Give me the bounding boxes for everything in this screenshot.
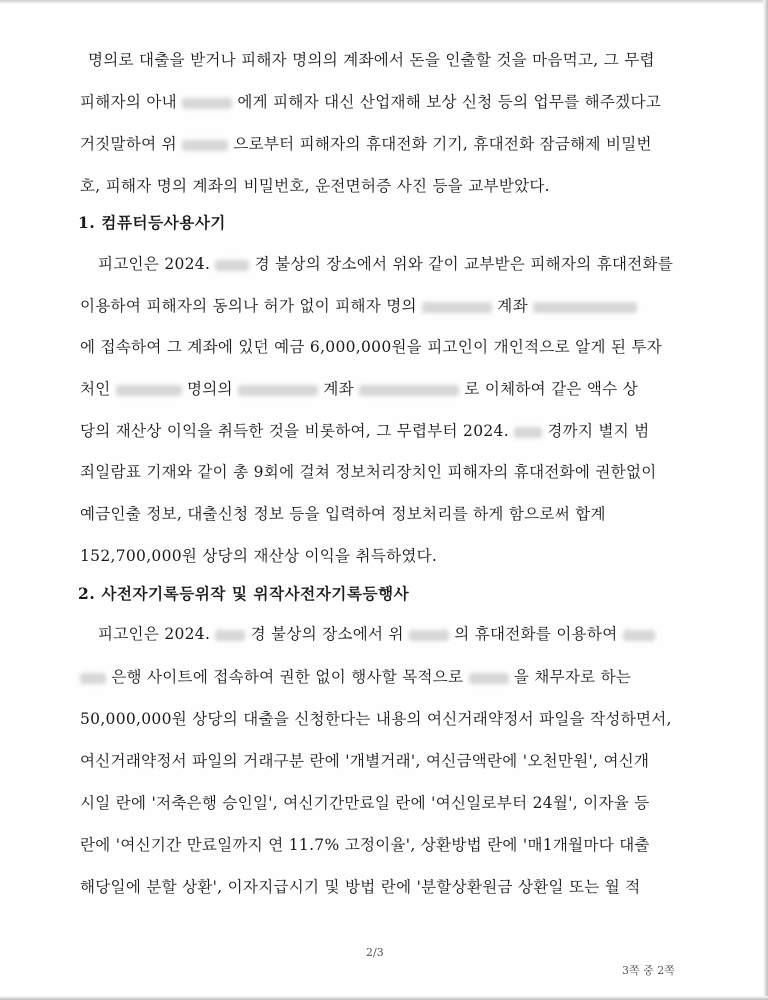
section-1-line-5: [80, 421, 650, 443]
redacted-name: [182, 140, 228, 151]
redacted-bank: [238, 385, 318, 396]
intro-text: 으로부터 피해자의 휴대전화 기기, 휴대전화 잠금해제 비밀번: [233, 135, 652, 153]
body-text: 죄일람표 기재와 같이 총 9회에 걸쳐 정보처리장치인 피해자의 휴대전화에 권한없이: [80, 463, 657, 481]
body-text: 을 채무자로 하는: [513, 668, 632, 686]
redacted-name: [182, 98, 232, 109]
redacted-name: [116, 385, 182, 396]
body-text: 여신거래약정서 파일의 거래구분 란에 '개별거래', 여신금액란에 '오천만원', 여신개: [80, 752, 650, 770]
page-number: 2/3: [366, 946, 384, 959]
heading-text: 1. 컴퓨터등사용사기: [78, 213, 226, 232]
body-text: 152,700,000원 상당의 재산상 이익을 취득하였다.: [80, 547, 438, 565]
redacted-date: [215, 630, 245, 641]
body-text: 해당일에 분할 상환', 이자지급시기 및 방법 란에 '분할상환원금 상환일 또는 월 적: [80, 878, 641, 896]
section-1-line-8: [80, 546, 437, 568]
body-text: 처인: [80, 380, 111, 398]
intro-text: 거짓말하여 위: [80, 135, 177, 153]
section-1-line-7: [80, 504, 606, 526]
intro-line-1: [88, 50, 655, 72]
section-1-line-3: [80, 337, 662, 359]
body-text: 예금인출 정보, 대출신청 정보 등을 입력하여 정보처리를 하게 함으로써 합계: [80, 505, 606, 523]
scan-edge-right: [763, 0, 768, 1000]
body-text: 계좌: [497, 297, 528, 315]
body-text: 이용하여 피해자의 동의나 허가 없이 피해자 명의: [80, 297, 417, 315]
body-text: 50,000,000원 상당의 대출을 신청한다는 내용의 여신거래약정서 파일을 작성하면서,: [80, 710, 672, 728]
scan-edge-top: [0, 0, 768, 4]
section-2-line-4: [80, 751, 649, 773]
redacted-bank: [623, 630, 655, 641]
intro-text: 명의로 대출을 받거나 피해자 명의의 계좌에서 돈을 인출할 것을 마음먹고, 그 무렵: [88, 51, 655, 69]
redacted-date: [514, 427, 542, 438]
intro-text: 호, 피해자 명의 계좌의 비밀번호, 운전면허증 사진 등을 교부받았다.: [80, 177, 550, 195]
body-text: 피고인은 2024.: [98, 255, 211, 273]
page-count-label: 3쪽 중 2쪽: [622, 964, 675, 977]
section-2-line-3: [80, 709, 672, 731]
body-text: 란에 '여신기간 만료일까지 연 11.7% 고정이율', 상환방법 란에 '매1개월마다 대출: [80, 836, 650, 854]
body-text: 에 접속하여 그 계좌에 있던 예금 6,000,000원을 피고인이 개인적으로 알게 된 투자: [80, 338, 663, 356]
section-2-heading: [78, 584, 409, 606]
scan-edge-bottom: [0, 996, 768, 1000]
body-text: 시일 란에 '저축은행 승인일', 여신기간만료일 란에 '여신일로부터 24월', 이자율 등: [80, 794, 650, 812]
body-text: 당의 재산상 이익을 취득한 것을 비롯하여, 그 무렵부터 2024.: [80, 422, 509, 440]
section-1-line-6: [80, 462, 657, 484]
intro-line-4: [80, 176, 550, 198]
intro-text: 피해자의 아내: [80, 93, 177, 111]
redacted-name: [409, 630, 449, 641]
body-text: 경 불상의 장소에서 위: [250, 625, 404, 643]
body-text: 피고인은 2024.: [98, 625, 211, 643]
section-1-line-2: [80, 296, 637, 318]
body-text: 경 불상의 장소에서 위와 같이 교부받은 피해자의 휴대전화를: [254, 255, 674, 273]
intro-line-3: [80, 134, 652, 156]
redacted-account: [533, 302, 637, 313]
redacted-bank: [80, 673, 106, 684]
body-text: 의 휴대전화를 이용하여: [454, 625, 618, 643]
body-text: 계좌: [323, 380, 354, 398]
section-1-line-1: [98, 254, 673, 276]
intro-text: 에게 피해자 대신 산업재해 보상 신청 등의 업무를 해주겠다고: [237, 93, 661, 111]
section-2-line-5: [80, 793, 650, 815]
section-2-line-2: [80, 667, 631, 689]
redacted-name: [469, 673, 509, 684]
body-text: 은행 사이트에 접속하여 권한 없이 행사할 목적으로: [111, 668, 464, 686]
section-2-line-6: [80, 835, 650, 857]
section-2-line-1: [98, 624, 655, 646]
redacted-account: [359, 385, 459, 396]
section-1-line-4: [80, 379, 638, 401]
section-2-line-7: [80, 877, 641, 899]
body-text: 경까지 별지 범: [547, 422, 650, 440]
section-1-heading: [78, 213, 226, 235]
intro-line-2: [80, 92, 661, 114]
body-text: 명의의: [187, 380, 233, 398]
redacted-bank: [422, 302, 492, 313]
heading-text: 2. 사전자기록등위작 및 위작사전자기록등행사: [78, 584, 410, 603]
body-text: 로 이체하여 같은 액수 상: [464, 380, 638, 398]
redacted-date: [215, 260, 249, 271]
